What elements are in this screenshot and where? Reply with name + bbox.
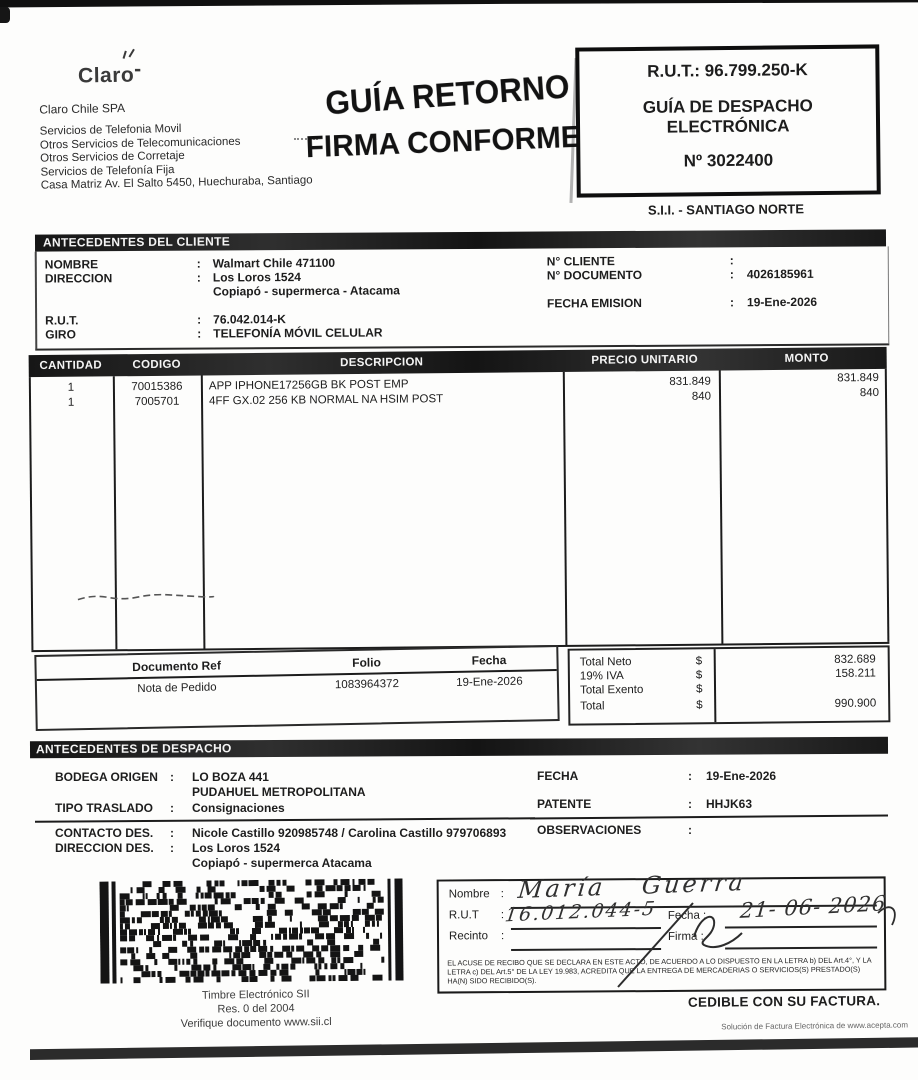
- doc-number: Nº 3022400: [683, 150, 774, 171]
- dispatch-section-title: ANTECEDENTES DE DESPACHO: [35, 741, 232, 757]
- timbre-line-1: Timbre Electrónico SII: [201, 988, 310, 1002]
- legal-text: EL ACUSE DE RECIBO QUE SE DECLARA EN ESTE ACTO, DE ACUERDO A LO DISPUESTO EN LA LETRA b) DEL Art.4°, Y LA LETRA c) DEL Art.5° DE LA LEY 19.983, ACREDITA QUE LA ENTREGA DE MERCADERIAS O SERVICIOS(S) PRESTADO(S) HA(N) SIDO RECIBIDO(S).: [447, 955, 872, 986]
- rut-box: [575, 44, 881, 197]
- items-table-body: [29, 369, 890, 652]
- client-direccion-label: DIRECCION: [44, 271, 113, 286]
- signature-nombre-label: Nombre: [448, 888, 490, 901]
- ref-header-folio: Folio: [352, 655, 381, 670]
- colon: :: [197, 312, 202, 327]
- client-section-title: ANTECEDENTES DEL CLIENTE: [42, 234, 231, 250]
- colon: :: [688, 823, 692, 837]
- currency-sign: $: [696, 699, 703, 712]
- scan-artifact-left-blob: [0, 7, 10, 23]
- totals-total-label: Total: [580, 700, 605, 713]
- totals-divider: [714, 649, 717, 722]
- stamp-firma-conforme: FIRMA CONFORME: [305, 118, 582, 165]
- logo-tick-icon: [128, 49, 134, 58]
- totals-box: [568, 645, 891, 725]
- item-2-cantidad: 1: [67, 396, 75, 409]
- stamp-guia-retorno: GUÍA RETORNO: [324, 67, 571, 122]
- item-1-precio: 831.849: [669, 375, 711, 388]
- company-info: [39, 97, 313, 191]
- client-nombre-label: NOMBRE: [44, 257, 99, 272]
- rut-number: R.U.T.: 96.799.250-K: [647, 60, 808, 81]
- timbre-block: [100, 986, 413, 1032]
- ref-table: [34, 645, 559, 731]
- colon: :: [170, 841, 174, 855]
- company-line: Servicios de Telefonía Fija: [40, 163, 175, 179]
- colon: :: [500, 888, 504, 901]
- currency-sign: $: [695, 669, 703, 682]
- company-line: Casa Matriz Av. El Salto 5450, Huechuraba, Santiago: [40, 174, 313, 192]
- colon: :: [196, 270, 201, 285]
- dispatch-tipo-label: TIPO TRASLADO: [55, 801, 153, 815]
- company-name: Claro Chile SPA: [39, 100, 126, 117]
- client-nombre-value: Walmart Chile 471100: [212, 255, 336, 271]
- currency-sign: $: [695, 683, 703, 696]
- item-2-monto: 840: [859, 386, 880, 400]
- scan-artifact-top-edge: [0, 0, 918, 12]
- colon: :: [170, 826, 174, 840]
- scan-artifact-squiggle: [76, 591, 216, 604]
- dispatch-bodega-label: BODEGA ORIGEN: [55, 770, 158, 784]
- dispatch-dirdes-label: DIRECCION DES.: [55, 841, 154, 855]
- client-rut-value: 76.042.014-K: [213, 312, 286, 327]
- dispatch-dirdes-value2: Copiapó - supermerca Atacama: [192, 856, 372, 870]
- dispatch-fecha-label: FECHA: [537, 769, 579, 783]
- dispatch-tipo-value: Consignaciones: [192, 801, 285, 815]
- item-1-codigo: 70015386: [131, 380, 183, 394]
- client-ncliente-label: N° CLIENTE: [546, 254, 615, 269]
- colon: :: [500, 930, 505, 943]
- totals-iva-value: 158.211: [835, 667, 876, 680]
- client-giro-value: TELEFONÍA MÓVIL CELULAR: [213, 325, 383, 341]
- items-header-descripcion: DESCRIPCION: [340, 356, 424, 370]
- dispatch-section-header: [30, 737, 888, 758]
- dispatch-obs-label: OBSERVACIONES: [537, 823, 642, 837]
- client-ndoc-label: N° DOCUMENTO: [546, 267, 643, 283]
- ref-row-doc: Nota de Pedido: [137, 681, 217, 696]
- signature-recinto-label: Recinto: [448, 930, 489, 943]
- items-header-codigo: CODIGO: [132, 358, 181, 372]
- dispatch-bodega-value2: PUDAHUEL METROPOLITANA: [192, 785, 366, 799]
- dispatch-divider-right: [530, 814, 888, 819]
- totals-exento-label: Total Exento: [579, 683, 644, 697]
- claro-logo-text: Claro: [77, 63, 135, 88]
- ref-header-fecha: Fecha: [471, 652, 507, 668]
- table-column-line: [563, 372, 567, 645]
- item-2-descripcion: 4FF GX.02 256 KB NORMAL NA HSIM POST: [208, 393, 444, 408]
- sii-office: S.I.I. - SANTIAGO NORTE: [647, 201, 805, 218]
- handwritten-name: María Guerra: [516, 867, 748, 905]
- client-giro-label: GIRO: [45, 327, 76, 342]
- items-header-cantidad: CANTIDAD: [39, 359, 102, 373]
- totals-neto-label: Total Neto: [579, 656, 632, 669]
- colon: :: [688, 797, 692, 811]
- colon: :: [500, 909, 505, 922]
- dispatch-contacto-value: Nicole Castillo 920985748 / Carolina Castillo 979706893: [192, 826, 507, 840]
- colon: :: [196, 256, 201, 271]
- client-direccion-value2: Copiapó - supermerca - Atacama: [212, 283, 400, 299]
- company-line: Servicios de Telefonia Movil: [39, 122, 182, 138]
- ref-header-doc: Documento Ref: [132, 658, 222, 675]
- sii-barcode: [99, 878, 412, 983]
- item-1-monto: 831.849: [837, 371, 879, 385]
- client-ndoc-value: 4026185961: [746, 266, 814, 282]
- company-line: Otros Servicios de Corretaje: [40, 149, 185, 165]
- colon: :: [170, 801, 174, 815]
- logo-tick-icon: [123, 51, 127, 59]
- colon: :: [729, 267, 734, 282]
- table-border-left: [29, 377, 34, 650]
- totals-iva-label: 19% IVA: [579, 670, 624, 683]
- scan-artifact-bottom-edge: [30, 1036, 918, 1060]
- item-2-codigo: 7005701: [134, 395, 180, 409]
- company-line: Otros Servicios de Telecomunicaciones: [39, 135, 241, 152]
- dispatch-patente-label: PATENTE: [537, 797, 592, 811]
- colon: :: [688, 769, 692, 783]
- currency-sign: $: [695, 655, 703, 668]
- doc-type-line2: ELECTRÓNICA: [666, 116, 790, 137]
- dispatch-divider-left: [35, 817, 535, 822]
- item-1-descripcion: APP IPHONE17256GB BK POST EMP: [208, 378, 409, 393]
- client-direccion-value1: Los Loros 1524: [212, 269, 301, 285]
- handwritten-rut: 16.012.044-5: [503, 897, 658, 927]
- timbre-line-3: Verifique documento www.sii.cl: [180, 1015, 332, 1031]
- colon: :: [729, 253, 734, 268]
- signature-strokes: [590, 885, 910, 1005]
- ref-row-folio: 1083964372: [334, 678, 400, 692]
- signature-rut-label: R.U.T: [448, 909, 479, 922]
- signature-fecha-label: Fecha :: [667, 909, 707, 922]
- table-column-line: [719, 370, 723, 643]
- colon: :: [197, 326, 202, 341]
- dispatch-dirdes-value1: Los Loros 1524: [192, 841, 281, 855]
- client-fecha-label: FECHA EMISION: [546, 295, 642, 311]
- client-box: [35, 246, 890, 350]
- footer-provider: Solución de Factura Electrónica de www.acepta.com: [721, 1020, 909, 1032]
- item-1-cantidad: 1: [67, 381, 75, 394]
- timbre-line-2: Res. 0 del 2004: [217, 1002, 295, 1016]
- colon: :: [170, 770, 174, 784]
- dispatch-contacto-label: CONTACTO DES.: [55, 826, 154, 840]
- doc-type-line1: GUÍA DE DESPACHO: [642, 96, 813, 117]
- ref-row-fecha: 19-Ene-2026: [456, 675, 523, 689]
- barcode-image: [99, 878, 412, 983]
- handwritten-date: 21- 06- 2026: [739, 891, 888, 923]
- colon: :: [729, 295, 735, 310]
- cedible-text: CEDIBLE CON SU FACTURA.: [687, 993, 881, 1010]
- table-column-line: [201, 375, 205, 648]
- claro-logo: [78, 57, 142, 88]
- client-rut-label: R.U.T.: [45, 313, 79, 328]
- client-fecha-value: 19-Ene-2026: [746, 294, 818, 310]
- totals-total-value: 990.900: [834, 697, 877, 710]
- dispatch-patente-value: HHJK63: [706, 797, 753, 811]
- items-header-monto: MONTO: [784, 352, 829, 365]
- items-header-precio: PRECIO UNITARIO: [591, 353, 698, 367]
- dispatch-bodega-value1: LO BOZA 441: [192, 770, 269, 784]
- signature-firma-label: Firma :: [667, 930, 704, 943]
- item-2-precio: 840: [691, 390, 712, 403]
- table-border-right: [885, 369, 889, 642]
- items-table: [29, 347, 890, 652]
- table-column-line: [113, 376, 117, 649]
- totals-neto-value: 832.689: [834, 653, 876, 666]
- claro-logo-dash: -: [133, 57, 142, 81]
- dispatch-fecha-value: 19-Ene-2026: [706, 769, 777, 783]
